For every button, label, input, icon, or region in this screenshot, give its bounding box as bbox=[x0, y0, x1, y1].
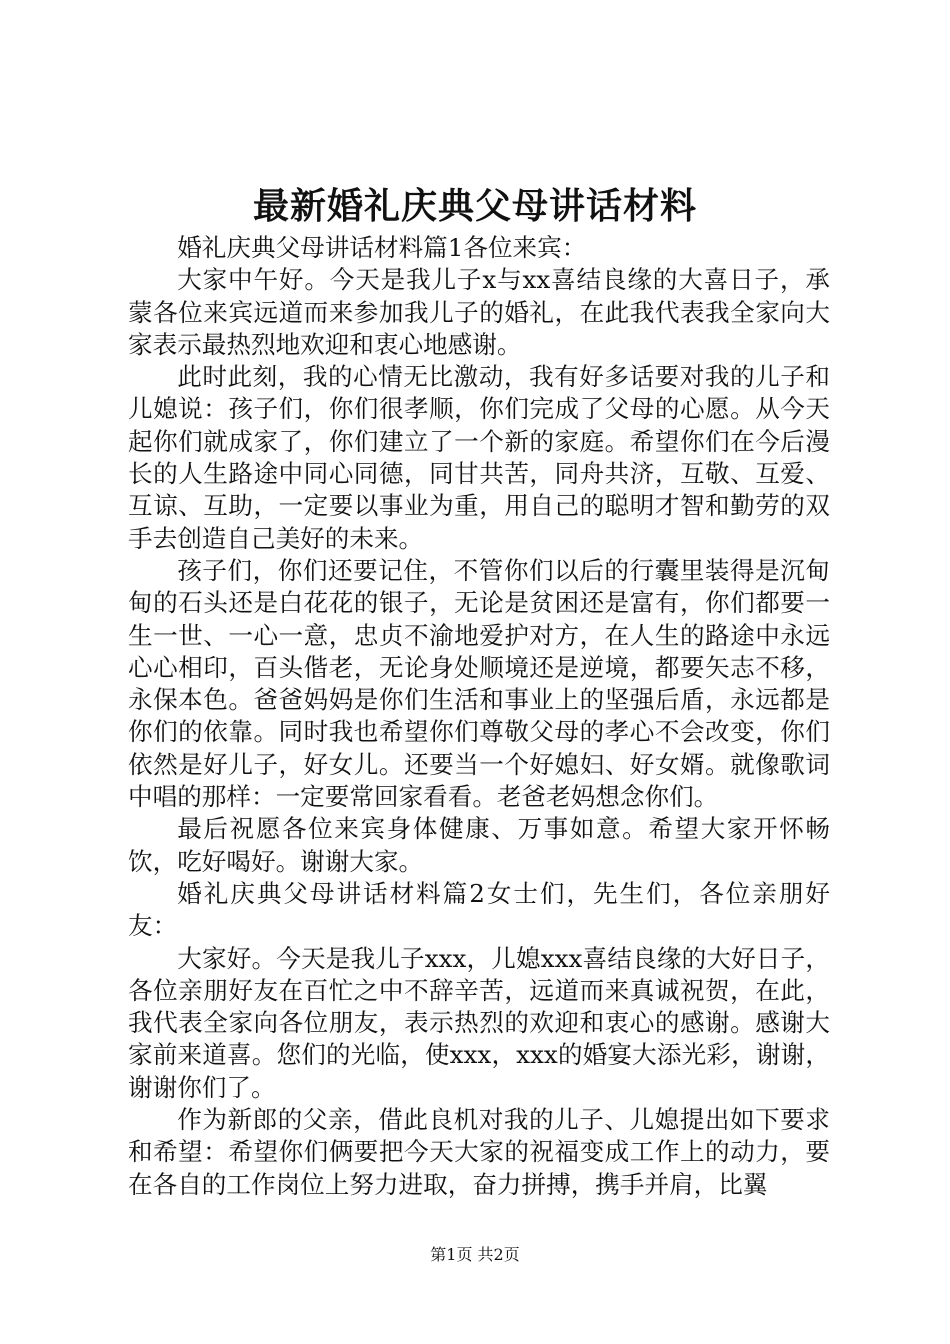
paragraph-4: 孩子们，你们还要记住，不管你们以后的行囊里装得是沉甸甸的石头还是白花花的银子，无论是贫困还是富有，你们都要一生一世、一心一意，忠贞不渝地爱护对方，在人生的路途中永远心心相印，百头偕老，无论身处顺境还是逆境，都要矢志不移，永保本色。爸爸妈妈是你们生活和事业上的坚强后盾，永远都是你们的依靠。同时我也希望你们尊敬父母的孝心不会改变，你们依然是好儿子，好女儿。还要当一个好媳妇、好女婿。就像歌词中唱的那样：一定要常回家看看。老爸老妈想念你们。 bbox=[128, 555, 830, 812]
paragraph-7: 大家好。今天是我儿子xxx，儿媳xxx喜结良缘的大好日子，各位亲朋好友在百忙之中不辞辛苦，远道而来真诚祝贺，在此，我代表全家向各位朋友，表示热烈的欢迎和衷心的感谢。感谢大家前来道喜。您们的光临，使xxx，xxx的婚宴大添光彩，谢谢，谢谢你们了。 bbox=[128, 943, 830, 1102]
document-title: 最新婚礼庆典父母讲话材料 bbox=[252, 185, 697, 227]
page-number: 第1页 共2页 bbox=[430, 1245, 520, 1264]
paragraph-2: 大家中午好。今天是我儿子x与xx喜结良缘的大喜日子，承蒙各位来宾远道而来参加我儿子的婚礼，在此我代表我全家向大家表示最热烈地欢迎和衷心地感谢。 bbox=[128, 265, 830, 359]
paragraph-6: 婚礼庆典父母讲话材料篇2女士们，先生们，各位亲朋好友： bbox=[128, 878, 830, 941]
paragraph-5: 最后祝愿各位来宾身体健康、万事如意。希望大家开怀畅饮，吃好喝好。谢谢大家。 bbox=[128, 814, 830, 876]
paragraph-8: 作为新郎的父亲，借此良机对我的儿子、儿媳提出如下要求和希望：希望你们俩要把今天大家的祝福变成工作上的动力，要在各自的工作岗位上努力进取，奋力拼搏，携手并肩，比翼 bbox=[128, 1105, 830, 1199]
paragraph-3: 此时此刻，我的心情无比激动，我有好多话要对我的儿子和儿媳说：孩子们，你们很孝顺，你们完成了父母的心愿。从今天起你们就成家了，你们建立了一个新的家庭。希望你们在今后漫长的人生路途中同心同德，同甘共苦，同舟共济，互敬、互爱、互谅、互助，一定要以事业为重，用自己的聪明才智和勤劳的双手去创造自己美好的未来。 bbox=[128, 362, 830, 553]
paragraph-1: 婚礼庆典父母讲话材料篇1各位来宾： bbox=[177, 233, 587, 262]
document-body bbox=[128, 232, 830, 1201]
